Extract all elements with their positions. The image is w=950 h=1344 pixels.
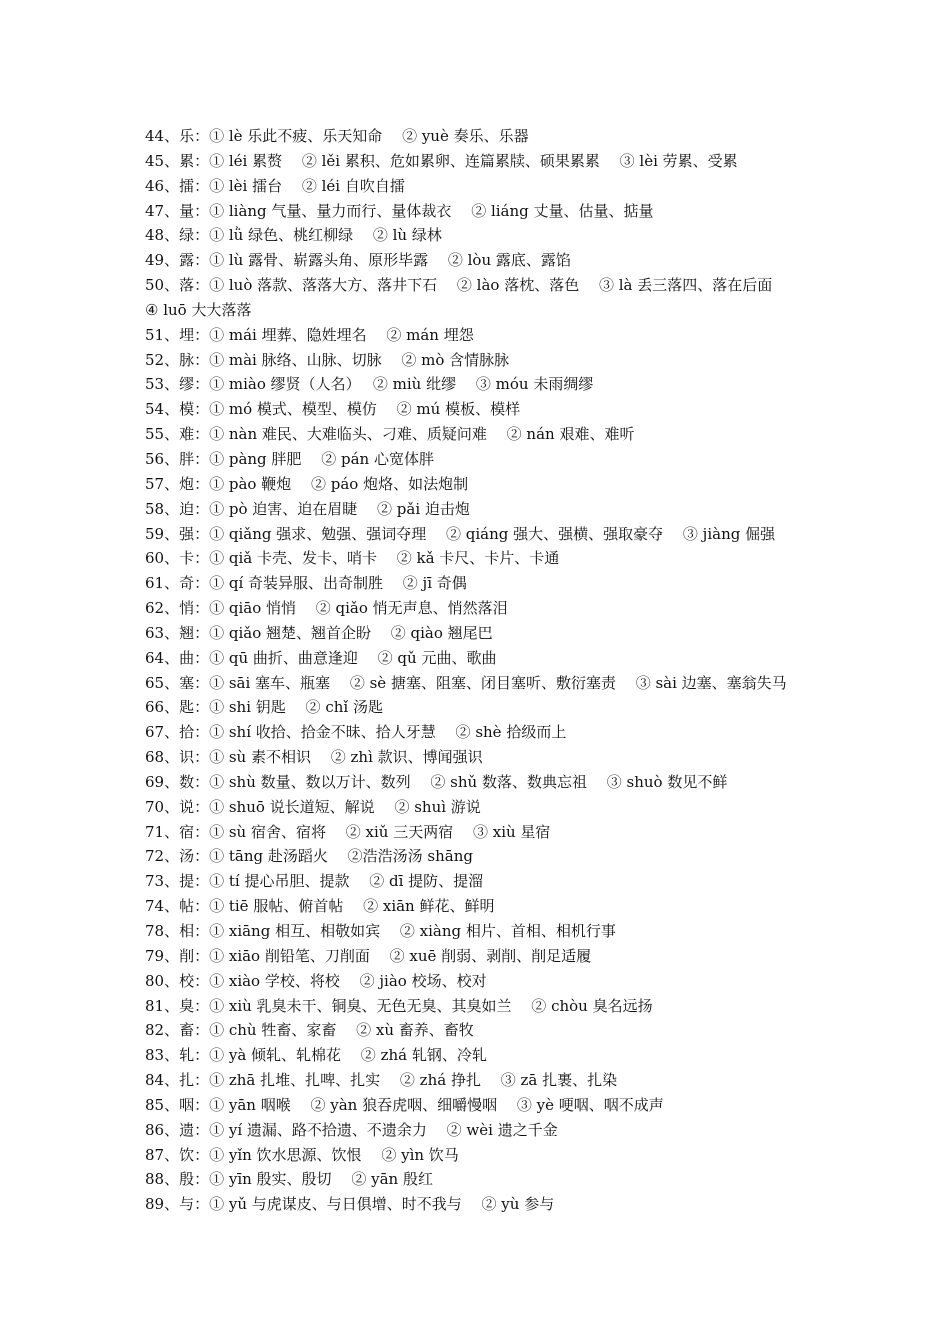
pronunciation-entry: 67、拾：① shí 收拾、拾金不昧、拾人牙慧 ② shè 拾级而上 bbox=[145, 723, 567, 742]
pronunciation-entry: 81、臭：① xiù 乳臭未干、铜臭、无色无臭、其臭如兰 ② chòu 臭名远扬 bbox=[145, 996, 653, 1015]
pronunciation-entry: 52、脉：① mài 脉络、山脉、切脉 ② mò 含情脉脉 bbox=[145, 350, 510, 369]
pronunciation-entry: 85、咽：① yān 咽喉 ② yàn 狼吞虎咽、细嚼慢咽 ③ yè 哽咽、咽不成声 bbox=[145, 1095, 664, 1114]
pronunciation-entry: 72、汤：① tāng 赴汤蹈火 ②浩浩汤汤 shāng bbox=[145, 847, 473, 866]
pronunciation-entry: 48、绿：① lǜ 绿色、桃红柳绿 ② lù 绿林 bbox=[145, 226, 442, 245]
pronunciation-entry: 78、相：① xiāng 相互、相敬如宾 ② xiàng 相片、首相、相机行事 bbox=[145, 922, 616, 940]
pronunciation-entry: 70、说：① shuō 说长道短、解说 ② shuì 游说 bbox=[145, 797, 481, 816]
pronunciation-entry: 53、缪：① miào 缪贤（人名） ② miù 纰缪 ③ móu 未雨绸缪 bbox=[145, 375, 594, 394]
pronunciation-entry: 46、擂：① lèi 擂台 ② léi 自吹自擂 bbox=[145, 176, 405, 195]
pronunciation-entry: 71、宿：① sù 宿舍、宿将 ② xiǔ 三天两宿 ③ xiù 星宿 bbox=[145, 822, 551, 841]
pronunciation-entry: 82、畜：① chù 牲畜、家畜 ② xù 畜养、畜牧 bbox=[145, 1021, 474, 1040]
pronunciation-entry: 69、数：① shù 数量、数以万计、数列 ② shǔ 数落、数典忘祖 ③ shuò 数见不鲜 bbox=[145, 772, 728, 791]
pronunciation-entry: 65、塞：① sāi 塞车、瓶塞 ② sè 搪塞、阻塞、闭目塞听、敷衍塞责 ③ sài 边塞、塞翁失马 bbox=[145, 673, 787, 692]
pronunciation-entry: 56、胖：① pàng 胖肥 ② pán 心宽体胖 bbox=[145, 449, 434, 468]
pronunciation-entry: 74、帖：① tiē 服帖、俯首帖 ② xiān 鲜花、鲜明 bbox=[145, 897, 495, 916]
pronunciation-entry: 86、遗：① yí 遗漏、路不拾遗、不遗余力 ② wèi 遗之千金 bbox=[145, 1120, 558, 1139]
pronunciation-entry: 66、匙：① shi 钥匙 ② chǐ 汤匙 bbox=[145, 698, 383, 717]
pronunciation-entry: 59、强：① qiǎng 强求、勉强、强词夺理 ② qiáng 强大、强横、强取豪夺 ③ jiàng 倔强 bbox=[145, 524, 776, 543]
pronunciation-entry: 54、模：① mó 模式、模型、模仿 ② mú 模板、模样 bbox=[145, 400, 521, 419]
pronunciation-entry: 83、轧：① yà 倾轧、轧棉花 ② zhá 轧钢、冷轧 bbox=[145, 1046, 487, 1065]
pronunciation-entry: 60、卡：① qiǎ 卡壳、发卡、哨卡 ② kǎ 卡尺、卡片、卡通 bbox=[145, 549, 560, 568]
pronunciation-entry: 50、落：① luò 落款、落落大方、落井下石 ② lào 落枕、落色 ③ là 丢三落四、落在后面 bbox=[145, 276, 773, 295]
pronunciation-entry: 84、扎：① zhā 扎堆、扎啤、扎实 ② zhá 挣扎 ③ zā 扎裹、扎染 bbox=[145, 1071, 618, 1090]
pronunciation-entry: 80、校：① xiào 学校、将校 ② jiào 校场、校对 bbox=[145, 971, 487, 990]
pronunciation-entry: 73、提：① tí 提心吊胆、提款 ② dī 提防、提溜 bbox=[145, 872, 484, 891]
pronunciation-entry: 79、削：① xiāo 削铅笔、刀削面 ② xuē 削弱、剥削、削足适履 bbox=[145, 946, 592, 965]
pronunciation-entry: 68、识：① sù 素不相识 ② zhì 款识、博闻强识 bbox=[145, 748, 483, 767]
pronunciation-entry: 64、曲：① qū 曲折、曲意逢迎 ② qǔ 元曲、歌曲 bbox=[145, 648, 497, 667]
pronunciation-entry: 88、殷：① yīn 殷实、殷切 ② yān 殷红 bbox=[145, 1170, 433, 1189]
pronunciation-entry: 63、翘：① qiǎo 翘楚、翘首企盼 ② qiào 翘尾巴 bbox=[145, 623, 493, 642]
pronunciation-entry: 44、乐：① lè 乐此不疲、乐天知命 ② yuè 奏乐、乐器 bbox=[145, 127, 529, 145]
document-body bbox=[145, 124, 825, 1217]
pronunciation-entry: 62、悄：① qiāo 悄悄 ② qiǎo 悄无声息、悄然落泪 bbox=[145, 599, 508, 618]
pronunciation-entry: 51、埋：① mái 埋葬、隐姓埋名 ② mán 埋怨 bbox=[145, 325, 474, 344]
pronunciation-entry: ④ luō 大大落落 bbox=[145, 300, 252, 319]
pronunciation-entry: 55、难：① nàn 难民、大难临头、刁难、质疑问难 ② nán 艰难、难听 bbox=[145, 425, 635, 444]
pronunciation-entry: 87、饮：① yǐn 饮水思源、饮恨 ② yìn 饮马 bbox=[145, 1145, 459, 1164]
pronunciation-entry: 89、与：① yǔ 与虎谋皮、与日俱增、时不我与 ② yù 参与 bbox=[145, 1195, 555, 1214]
pronunciation-entry: 47、量：① liàng 气量、量力而行、量体裁衣 ② liáng 丈量、估量、掂量 bbox=[145, 201, 654, 220]
pronunciation-entry: 58、迫：① pò 迫害、迫在眉睫 ② pǎi 迫击炮 bbox=[145, 499, 470, 518]
pronunciation-entry: 61、奇：① qí 奇装异服、出奇制胜 ② jī 奇偶 bbox=[145, 574, 467, 593]
pronunciation-entry: 49、露：① lù 露骨、崭露头角、原形毕露 ② lòu 露底、露馅 bbox=[145, 251, 571, 270]
pronunciation-entry: 57、炮：① pào 鞭炮 ② páo 炮烙、如法炮制 bbox=[145, 474, 469, 493]
pronunciation-entry: 45、累：① léi 累赘 ② lěi 累积、危如累卵、连篇累牍、硕果累累 ③ lèi 劳累、受累 bbox=[145, 151, 738, 170]
